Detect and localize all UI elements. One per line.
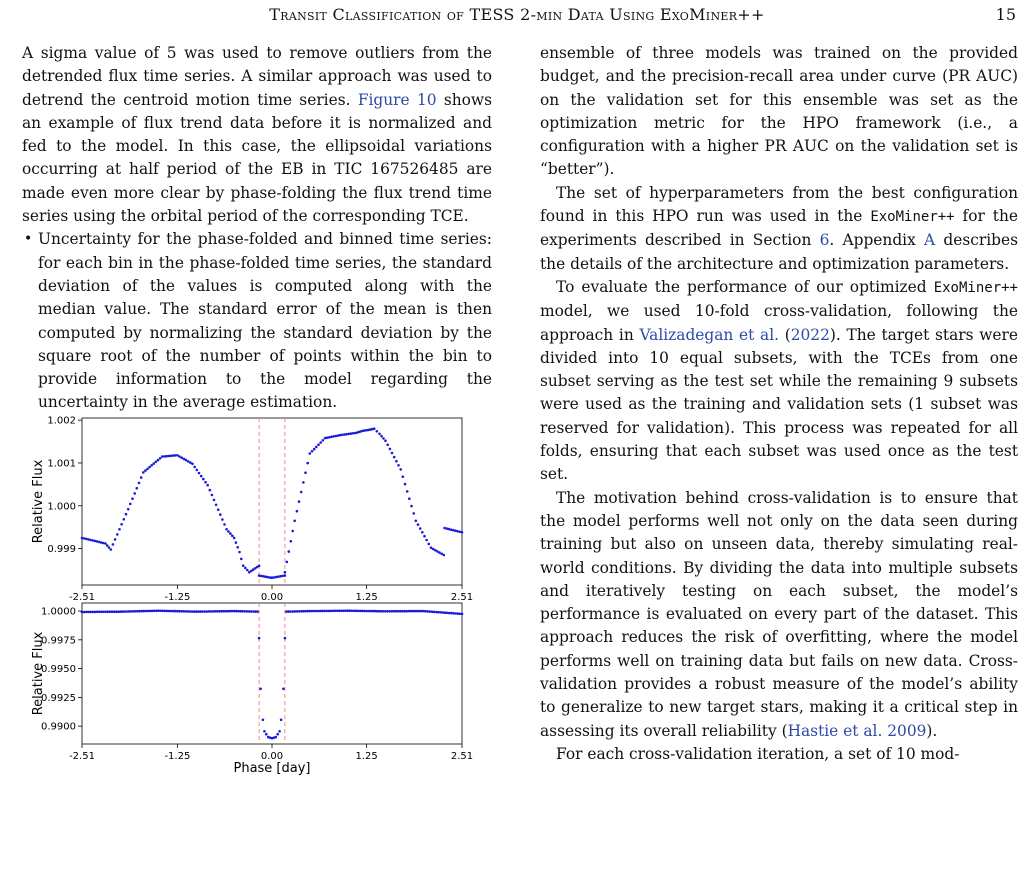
data-point bbox=[438, 551, 441, 554]
data-point bbox=[215, 504, 218, 507]
data-point bbox=[412, 512, 415, 515]
data-point bbox=[150, 464, 153, 467]
data-point bbox=[319, 441, 322, 444]
running-title: Transit Classification of TESS 2-min Data Using ExoMiner++ bbox=[269, 5, 765, 24]
data-point bbox=[290, 540, 293, 543]
data-point bbox=[341, 434, 344, 437]
x-tick-label: -1.25 bbox=[164, 592, 191, 603]
data-point bbox=[118, 528, 121, 531]
bullet-text: Uncertainty for the phase-folded and binned time series: for each bin in the phase-folded time series, the standard deviation of the values is computed along with the median value. The standard error of the mean is then computed by normalizing the standard deviation by the square root of the number of points within the bin to provide information to the model regarding the uncertainty in the average estimation. bbox=[38, 230, 492, 412]
data-point bbox=[242, 564, 245, 567]
section-6-link[interactable]: 6 bbox=[819, 231, 830, 250]
data-point bbox=[317, 443, 320, 446]
y-axis-label: Relative Flux bbox=[31, 459, 46, 544]
data-point bbox=[332, 435, 335, 438]
data-point bbox=[404, 483, 407, 486]
data-point bbox=[142, 471, 145, 474]
y-tick-label: 0.9900 bbox=[41, 721, 76, 733]
paragraph-text: . Appendix bbox=[829, 231, 925, 250]
data-point bbox=[315, 446, 318, 449]
data-point bbox=[406, 490, 409, 493]
data-point bbox=[127, 508, 130, 511]
data-point bbox=[389, 448, 392, 451]
data-point bbox=[313, 448, 316, 451]
data-point bbox=[382, 437, 385, 440]
right-column bbox=[540, 42, 1018, 766]
data-point bbox=[280, 719, 283, 722]
data-point bbox=[223, 523, 226, 526]
data-point bbox=[293, 520, 296, 523]
y-tick-label: 0.9950 bbox=[41, 664, 76, 676]
x-tick-label: -1.25 bbox=[164, 751, 191, 762]
data-point bbox=[300, 491, 303, 494]
data-point bbox=[352, 432, 355, 435]
paragraph-text: for the experiments described in Section bbox=[540, 207, 1018, 250]
data-point bbox=[339, 434, 342, 437]
data-point bbox=[163, 455, 166, 458]
data-point bbox=[167, 455, 170, 458]
paragraph-text: ( bbox=[779, 325, 791, 344]
data-point bbox=[282, 688, 285, 691]
data-point bbox=[120, 523, 123, 526]
page-number: 15 bbox=[995, 5, 1016, 24]
data-point bbox=[104, 542, 107, 545]
data-point bbox=[233, 537, 236, 540]
data-point bbox=[229, 532, 232, 535]
paragraph-text: The motivation behind cross-validation is to ensure that the model performs well not only on the data seen during training but also on unseen data, thereby simulating real-world conditions. By dividing the data into multiple subsets and iteratively testing on each subset, the model’s performance is evaluated on every part of the dataset. This approach reduces the risk of overfitting, where the model performs well on training data but fails on new data. Cross-validation provides a robust measure of the model’s ability to generalize to new target stars, making it a critical step in assessing its overall reliability ( bbox=[540, 488, 1018, 740]
bullet-symbol: • bbox=[24, 231, 33, 248]
data-point bbox=[136, 487, 139, 490]
figure-10-link[interactable]: Figure 10 bbox=[357, 90, 437, 109]
data-point bbox=[309, 452, 312, 455]
data-point bbox=[213, 499, 216, 502]
data-point bbox=[265, 733, 268, 736]
data-point bbox=[211, 494, 214, 497]
data-point bbox=[256, 610, 259, 613]
citation-year-link[interactable]: 2022 bbox=[790, 325, 830, 344]
data-point bbox=[296, 510, 299, 513]
paragraph-text: ). bbox=[926, 721, 938, 740]
data-point bbox=[209, 489, 212, 492]
data-point bbox=[204, 481, 207, 484]
data-point bbox=[273, 576, 276, 579]
data-point bbox=[380, 435, 383, 438]
data-point bbox=[452, 529, 455, 532]
data-point bbox=[96, 540, 99, 543]
data-point bbox=[153, 462, 156, 465]
data-point bbox=[155, 461, 158, 464]
data-point bbox=[178, 455, 181, 458]
data-point bbox=[148, 466, 151, 469]
data-point bbox=[146, 468, 149, 471]
data-point bbox=[185, 459, 188, 462]
paragraph-text: A sigma value of 5 was used to remove outliers from the detrended flux time series. A similar approach was used to detrend the centroid motion time series. bbox=[22, 44, 492, 109]
x-tick-label: -2.51 bbox=[69, 592, 95, 603]
data-point bbox=[298, 500, 301, 503]
data-point bbox=[423, 535, 426, 538]
plot-frame bbox=[82, 418, 462, 585]
data-point bbox=[225, 528, 228, 531]
paragraph-sigma-detrend bbox=[22, 42, 492, 228]
data-point bbox=[415, 520, 418, 523]
data-point bbox=[419, 527, 422, 530]
left-column bbox=[22, 42, 493, 776]
data-point bbox=[424, 610, 427, 613]
data-point bbox=[408, 497, 411, 500]
data-point bbox=[244, 567, 247, 570]
data-point bbox=[123, 518, 126, 521]
data-point bbox=[191, 463, 194, 466]
paragraph-cross-validation bbox=[540, 276, 1018, 487]
data-point bbox=[456, 530, 459, 533]
y-axis-label: Relative Flux bbox=[31, 631, 46, 716]
data-point bbox=[284, 637, 287, 640]
data-point bbox=[410, 505, 413, 508]
data-point bbox=[284, 574, 287, 577]
data-point bbox=[196, 469, 199, 472]
y-tick-label: 1.002 bbox=[47, 415, 76, 427]
exominer-code: ExoMiner++ bbox=[933, 279, 1018, 296]
x-tick-label: 0.00 bbox=[260, 592, 284, 603]
data-point bbox=[399, 468, 402, 471]
data-point bbox=[286, 561, 289, 564]
data-point bbox=[140, 476, 143, 479]
x-axis-label: Phase [day] bbox=[233, 761, 311, 776]
citation-valizadegan-link[interactable]: Valizadegan et al. bbox=[639, 325, 780, 344]
x-tick-label: -2.51 bbox=[69, 751, 95, 762]
y-tick-label: 0.9975 bbox=[41, 635, 76, 647]
data-point bbox=[459, 531, 462, 534]
data-point bbox=[335, 435, 338, 438]
data-point bbox=[217, 508, 220, 511]
data-point bbox=[258, 564, 261, 567]
plot-frame bbox=[82, 603, 462, 744]
x-tick-label: 2.51 bbox=[450, 751, 474, 762]
y-tick-label: 1.001 bbox=[47, 458, 76, 470]
data-point bbox=[376, 430, 379, 433]
data-point bbox=[238, 551, 241, 554]
data-point bbox=[221, 518, 224, 521]
appendix-a-link[interactable]: A bbox=[924, 231, 936, 250]
data-point bbox=[114, 538, 117, 541]
data-point bbox=[278, 730, 281, 733]
data-point bbox=[227, 530, 230, 533]
data-point bbox=[198, 472, 201, 475]
data-point bbox=[448, 528, 451, 531]
data-point bbox=[281, 575, 284, 578]
data-point bbox=[393, 456, 396, 459]
data-point bbox=[262, 719, 265, 722]
data-point bbox=[170, 455, 173, 458]
paragraph-motivation bbox=[540, 487, 1018, 743]
data-point bbox=[112, 543, 115, 546]
data-point bbox=[193, 466, 196, 469]
data-point bbox=[311, 450, 314, 453]
data-point bbox=[187, 460, 190, 463]
data-point bbox=[306, 462, 309, 465]
bullet-uncertainty bbox=[24, 228, 492, 414]
paragraph-text: To evaluate the performance of our optimized bbox=[556, 277, 934, 296]
data-point bbox=[288, 550, 291, 553]
paragraph-iteration: For each cross-validation iteration, a set of 10 mod- bbox=[556, 744, 960, 763]
x-tick-label: 1.25 bbox=[355, 592, 378, 603]
paragraph-hyperparameters bbox=[540, 182, 1018, 276]
data-point bbox=[202, 478, 205, 481]
data-point bbox=[432, 548, 435, 551]
citation-hastie-link[interactable]: Hastie et al. 2009 bbox=[787, 721, 927, 740]
figure-flux-plots bbox=[22, 408, 492, 780]
data-point bbox=[240, 558, 243, 561]
data-point bbox=[259, 688, 262, 691]
data-point bbox=[373, 427, 376, 430]
x-tick-label: 2.51 bbox=[450, 592, 474, 603]
data-point bbox=[180, 456, 183, 459]
data-point bbox=[277, 575, 280, 578]
data-point bbox=[456, 612, 459, 615]
data-point bbox=[157, 459, 160, 462]
paragraph-ensemble: ensemble of three models was trained on the provided budget, and the precision-recall area under curve (PR AUC) on the validation set for this ensemble was set as the optimization metric for the HPO framework (i.e., a configuration with a higher PR AUC on the validation set is “better”). bbox=[540, 44, 1018, 179]
data-point bbox=[443, 554, 446, 557]
data-point bbox=[263, 730, 266, 733]
data-point bbox=[395, 460, 398, 463]
data-point bbox=[89, 539, 92, 542]
data-point bbox=[452, 612, 455, 615]
x-tick-label: 0.00 bbox=[260, 751, 284, 762]
data-point bbox=[246, 569, 249, 572]
data-point bbox=[284, 571, 287, 574]
data-point bbox=[322, 439, 325, 442]
data-point bbox=[324, 437, 327, 440]
data-point bbox=[102, 542, 105, 545]
data-point bbox=[108, 546, 111, 549]
paragraph-text: describes the details of the architecture and optimization parameters. bbox=[540, 231, 1018, 273]
paragraph-text: model, we used 10-fold cross-validation, following the approach in bbox=[540, 302, 1018, 344]
data-point bbox=[200, 475, 203, 478]
data-point bbox=[129, 503, 132, 506]
y-tick-label: 1.0000 bbox=[41, 606, 76, 618]
y-tick-label: 1.000 bbox=[47, 501, 76, 513]
data-point bbox=[397, 464, 400, 467]
running-head bbox=[0, 0, 1034, 30]
data-point bbox=[443, 527, 446, 530]
x-tick-label: 1.25 bbox=[355, 751, 378, 762]
data-point bbox=[236, 546, 239, 549]
data-point bbox=[291, 530, 294, 533]
data-point bbox=[421, 531, 424, 534]
data-point bbox=[276, 733, 279, 736]
data-point bbox=[304, 471, 307, 474]
data-point bbox=[417, 523, 420, 526]
data-point bbox=[461, 613, 464, 616]
data-point bbox=[258, 637, 261, 640]
data-point bbox=[138, 482, 141, 485]
data-point bbox=[106, 544, 109, 547]
data-point bbox=[328, 436, 331, 439]
data-point bbox=[386, 444, 389, 447]
data-point bbox=[231, 535, 234, 538]
data-point bbox=[384, 439, 387, 442]
data-point bbox=[450, 528, 453, 531]
data-point bbox=[378, 433, 381, 436]
exominer-code: ExoMiner++ bbox=[870, 209, 955, 226]
data-point bbox=[428, 543, 431, 546]
data-point bbox=[302, 481, 305, 484]
data-point bbox=[206, 484, 209, 487]
paragraph-text: shows an example of flux trend data before it is normalized and fed to the model. In this case, the ellipsoidal variations occurring at half period of the EB in TIC 167526485 are made even more clear by phase-folding the flux trend time series using the orbital period of the corresponding TCE. bbox=[22, 90, 493, 226]
paragraph-text: ). The target stars were divided into 10 equal subsets, with the TCEs from one subset serving as the test set while the remaining 9 subsets were used as the training and validation sets (1 subset was reserved for validation). This process was repeated for all folds, ensuring that each subset was used once as the test set. bbox=[540, 325, 1018, 484]
data-point bbox=[461, 531, 464, 534]
y-tick-label: 0.9925 bbox=[41, 692, 76, 704]
data-point bbox=[144, 469, 147, 472]
data-point bbox=[219, 513, 222, 516]
data-point bbox=[116, 533, 119, 536]
paragraph-text: The set of hyperparameters from the best configuration found in this HPO run was used in the bbox=[540, 183, 1018, 226]
data-point bbox=[133, 492, 136, 495]
data-point bbox=[131, 497, 134, 500]
data-point bbox=[350, 432, 353, 435]
data-point bbox=[275, 736, 278, 739]
data-point bbox=[429, 610, 432, 613]
data-point bbox=[402, 475, 405, 478]
data-point bbox=[345, 433, 348, 436]
data-point bbox=[125, 513, 128, 516]
data-point bbox=[425, 539, 428, 542]
data-point bbox=[235, 541, 238, 544]
data-point bbox=[83, 537, 86, 540]
data-point bbox=[159, 457, 162, 460]
data-point bbox=[110, 548, 113, 551]
data-point bbox=[391, 452, 394, 455]
y-tick-label: 0.999 bbox=[47, 544, 76, 556]
